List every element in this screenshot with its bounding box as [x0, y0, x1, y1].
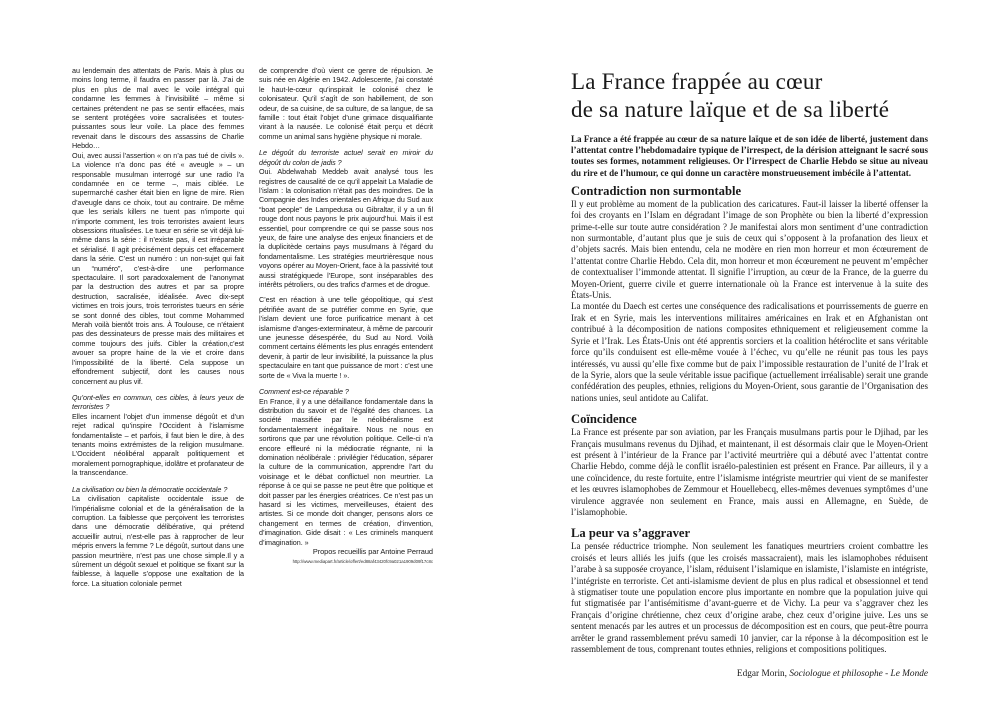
interview-question: Qu’ont-elles en commun, ces cibles, à leurs yeux de terroristes ?: [72, 392, 244, 412]
author-role: Sociologue et philosophe - Le Monde: [789, 669, 928, 680]
section-heading: La peur va s’aggraver: [571, 526, 691, 541]
interview-question: Le dégoût du terroriste actuel serait en miroir du dégoût du colon de jadis ?: [259, 148, 433, 167]
interview-paragraph: de comprendre d’où vient ce genre de répulsion. Je suis née en Algérie en 1942. Adolescente, j’ai constaté le haut-le-cœur qu’inspirait le colonisé chez le colonisateur. Qu’il s’agît de son habillement, de son odeur, de sa cuisine, de sa culture, de sa langue, de sa famille : tout était l’objet d’une grimace disqualifiante virant à la nausée. Le colonisé était perçu et décrit comme un animal sans hygiène physique ni morale.: [259, 66, 433, 141]
interview-question: La civilisation ou bien la démocratie occidentale ?: [72, 484, 228, 494]
interview-paragraph: Elles incarnent l’objet d’un immense dégoût et d’un rejet radical qu’inspire l’Occident à l’islamisme fondamentaliste – et parfois, il faut bien le dire, à des tenants moins extrémistes de la religion musulmane. L’Occident néolibéral apparaît politiquement et moralement pornographique, idolâtre et profanateur de la transcendance.: [72, 411, 244, 478]
interview-column-1: [72, 66, 244, 588]
article-lede: La France a été frappée au cœur de sa nature laïque et de son idée de liberté, justement dans l’attentat contre l’hebdomadaire typique de l’irrespect, de la dérision atteignant le sacré sous toutes ses formes, notamment religieuses. Or l’irrespect de Charlie Hebdo se situe au niveau du rire et de l’humour, ce qui donne un caractère monstrueusement imbécile à l’attentat.: [571, 134, 928, 178]
section-paragraph: La pensée réductrice triomphe. Non seulement les fanatiques meurtriers croient combattre les croisés et leurs alliés les juifs (que les croisés massacraient), mais les islamophobes réduisent l’arabe à sa supposée croyance, l’islam, réduisent l’islamique en islamiste, l’islamiste en intégriste, l’intégriste en terroriste. Cet anti-islamisme devient de plus en plus radical et obsessionnel et tend à stigmatiser toute une population encore plus importante en nombre que la population juive qui fut stigmatisée par l’antisémitisme d’avant-guerre et de Vichy. La peur va s’aggraver chez les Français d’origine chrétienne, chez ceux d’origine arabe, chez ceux d’origine juive. Les uns se sentent menacés par les autres et un processus de décomposition est en cours, que peut-être pourra arrêter le grand rassemblement prévu samedi 10 janvier, car la réponse à la décomposition est le rassemblement de tous, comprenant toutes ethnies, religions et compositions politiques.: [571, 541, 928, 655]
section-contradiction: [571, 184, 928, 404]
interview-paragraph: C’est en réaction à une telle géopolitique, qui s’est pétrifiée avant de se putréfier comme en Syrie, que l’islam devient une force purificatrice menant à cet islamisme d’anges-exterminateur, à même de parcourir une jeunesse désespérée, du Sud au Nord. Voilà comment certains éléments les plus enragés entendent devenir, à partir de leur invisibilité, la puissance la plus spectaculaire en tant que puissance de mort : c’est une sorte de « Viva la muerte ! ».: [259, 295, 433, 380]
interview-paragraph: Oui. Abdelwahab Meddeb avait analysé tous les registres de causalité de ce qu’il appelait La Maladie de l’islam : la colonisation n’était pas des moindres. De la Compagnie des Indes orientales en Afrique du Sud aux “boat people” de Lampedusa ou Gibraltar, il y a un fil rouge dont nous payons le prix aujourd’hui. Mais il est essentiel, pour comprendre ce qui se passe sous nos yeux, de faire une analyse des enjeux financiers et de la duplicitède certains pays musulmans à l’égard du fondamentalisme. Les stratégies meurtrièresque nous voyons opérer au Moyen-Orient, face à la passivité tout aussi stratégiquede l’Europe, sont inséparables des intérêts pétroliers, ou des trafics d’armes et de drogue.: [259, 167, 433, 290]
interview-paragraph: au lendemain des attentats de Paris. Mais à plus ou moins long terme, il faudra en passer par là. J’ai de plus en plus de mal avec le voile intégral qui condamne les femmes à l’invisibilité – même si certaines prétendent ne pas se sentir effacées, mais se sentent protégées voire sacralisées et toutes-puissantes sous leur voile. La place des femmes revenait dans le discours des assassins de Charlie Hebdo…: [72, 66, 244, 151]
section-heading: Coïncidence: [571, 412, 637, 427]
title-line-2: de sa nature laïque et de sa liberté: [571, 97, 890, 122]
section-paragraph: La montée du Daech est certes une conséquence des radicalisations et pourrissements de guerre en Irak et en Syrie, mais les interventions militaires américaines en Irak et en Afghanistan ont contribué à la décomposition de nations composites ethniquement et religieusement comme la Syrie et l’Irak. Les États-Unis ont été apprentis sorciers et la coalition hétéroclite et sans véritable force qu’ils conduisent est elle-même vouée à l’échec, vu qu’elle ne réunit pas tous les pays intéressés, vu aussi qu’elle fixe comme but de paix l’impossible restauration de l’unité de l’Irak et de la Syrie, alors que la seule véritable issue pacifique (actuellement irréalisable) serait une grande confédération des peuples, ethnies, religions du Moyen-Orient, sous garantie de l’Organisation des nations unies, seul antidote au Califat.: [571, 301, 928, 403]
interview-paragraph: Oui, avec aussi l’assertion « on n’a pas tué de civils ». La violence n’a donc pas été « aveugle » – un responsable musulman interrogé sur une radio l’a condamnée en ce terme –, mais ciblée. Le supermarché casher était bien en ligne de mire. Rien d’aveugle dans ce choix, tout au contraire. De même que les serials killers ne tuent pas n’importe qui n’importe comment, les trois terroristes avaient leurs obsessions ritualisées. Le tueur en série se vit déjà lui-même dans la série : il n’existe pas, il est irréparable et sérialisé. Il agit précisément depuis cet effacement dans la série. C’est un numéro : un non-sujet qui fait un “numéro”, c’est-à-dire une performance spectaculaire. Il sort paradoxalement de l’anonymat par la destruction des autres et par sa propre destruction, sacralisée, idéalisée. Avec dix-sept victimes en trois jours, trois terroristes tueurs en série se sont donné des cibles, tout comme Mohammed Merah voilà bientôt trois ans. À Toulouse, ce n’étaient pas des dessinateurs de presse mais des militaires et comme toujours des juifs. Cibler la création,c’est avouer sa propre haine de la vie et croire dans l’impossibilité de la liberté. Cela suppose un effondrement subjectif, dont les causes nous concernent au plus vif.: [72, 150, 244, 386]
interview-paragraph: En France, il y a une défaillance fondamentale dans la distribution du savoir et de l’égalité des chances. La société massifiée par le néolibéralisme est fondamentalement inégalitaire. Nous ne nous en sortirons que par une révolution politique. Celle-ci n’a encore effleuré ni la médiocratie régnante, ni la domination néolibérale : privilégier l’éducation, séparer la culture de la communication, apprendre l’art du voisinage et le débat conflictuel non meurtrier. La réponse à ce qui se passe ne peut être que politique et doit passer par les énergies créatrices. Ce n’est pas un hasard si les victimes, merveilleuses, étaient des artistes. Si ce monde doit changer, pensons alors ce changement en termes de création, d’invention, d’imagination. Gide disait : « Les criminels manquent d’imagination. »: [259, 396, 433, 547]
interview-question: Comment est-ce réparable ?: [259, 387, 349, 397]
author-name: Edgar Morin,: [736, 669, 788, 680]
article-title: [571, 68, 928, 124]
interview-column-2: [259, 66, 433, 566]
interview-credit: Propos recueillis par Antoine Perraud: [312, 547, 433, 557]
section-peur: [571, 526, 928, 655]
interview-paragraph: La civilisation capitaliste occidentale issue de l’impérialisme colonial et de la généralisation de la corruption. La faiblesse que perçoivent les terroristes dans une démocratie délibérative, qui prétend accueillir autrui, n’est-elle pas à rapprocher de leur mépris envers la femme ? Le dégoût, surtout dans une passion meurtrière, n’est pas une chose simple.Il y a sûrement un dégoût sexuel et politique se fixant sur la faiblesse, à laquelle s’oppose une exaltation de la force. La situation coloniale permet: [72, 494, 244, 588]
author-signature: [571, 669, 928, 679]
section-paragraph: La France est présente par son aviation, par les Français musulmans partis pour le Djihad, par les Français musulmans revenus du Djihad, et maintenant, il est désormais clair que le Moyen-Orient est présent à l’intérieur de la France par l’activité meurtrière qui a débuté avec l’attentat contre Charlie Hebdo, comme déjà le conflit israélo-palestinien est présent en France. Par ailleurs, il y a une coïncidence, du reste fortuite, entre l’islamisme intégriste meurtrier qui vient de se manifester et les œuvres islamophobes de Zemmour et Houellebecq, elles-mêmes devenues symptômes d’une virulence aggravée non seulement en France, mais aussi en Allemagne, en Suède, de l’islamophobie.: [571, 427, 928, 517]
source-url: http://www.mediapart.fr/article/offert/ed88af43420fc9a021a1909d09f17c8c: [292, 558, 433, 564]
title-line-1: La France frappée au cœur: [571, 69, 823, 94]
article: [571, 68, 928, 679]
section-paragraph: Il y eut problème au moment de la publication des caricatures. Faut-il laisser la liberté offenser la foi des croyants en l’Islam en dégradant l’image de son Prophète ou bien la liberté d’expression prime-t-elle sur toute autre considération ? Je manifestai alors mon sentiment d’une contradiction non surmontable, d’autant plus que je suis de ceux qui s’opposent à la profanation des lieux et d’objets sacrés. Mais bien entendu, cela ne modère en rien mon horreur et mon écœurement de l’attentat contre Charlie Hebdo. Cela dit, mon horreur et mon écœurement ne peuvent m’empêcher de contextualiser l’immonde attentat. Il signifie l’irruption, au cœur de la France, de la guerre du Moyen-Orient, guerre civile et guerre internationale où la France est intervenue à la suite des États-Unis.: [571, 198, 928, 301]
section-heading: Contradiction non surmontable: [571, 183, 742, 198]
section-coincidence: [571, 412, 928, 518]
